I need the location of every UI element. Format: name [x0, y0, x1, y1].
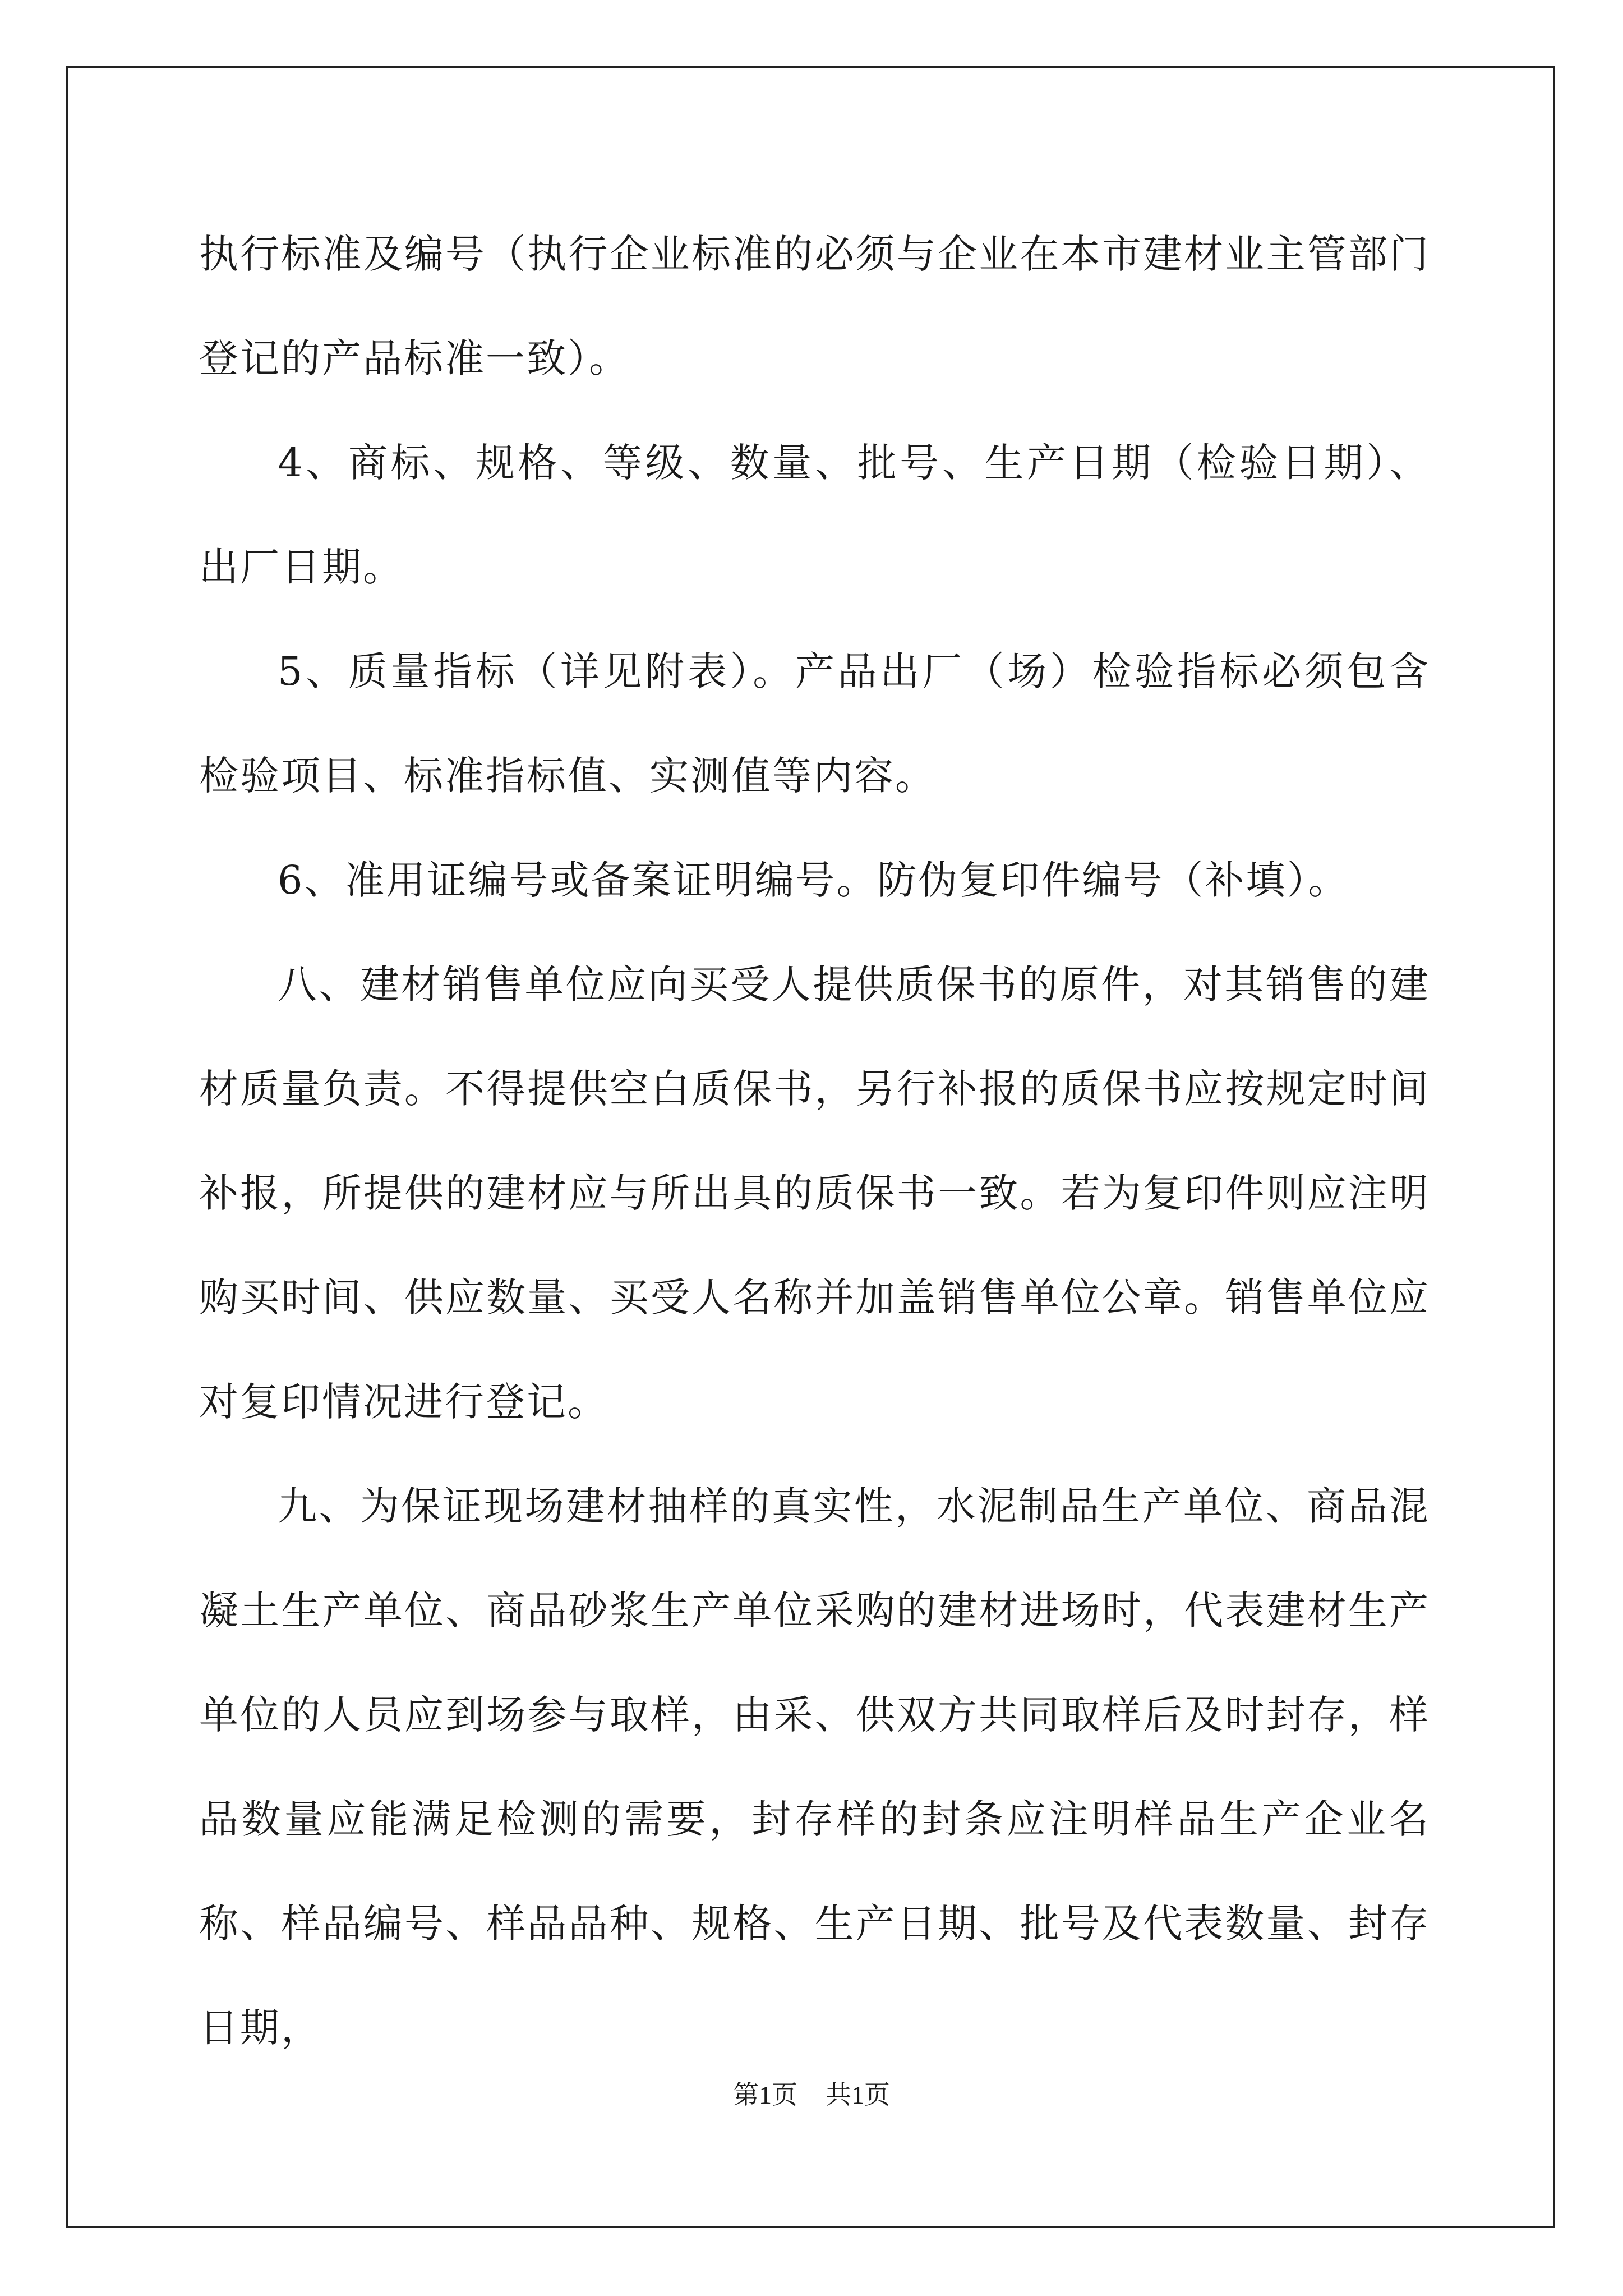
- paragraph: 5、质量指标（详见附表）。产品出厂（场）检验指标必须包含检验项目、标准指标值、实测值等内容。: [199, 648, 1430, 799]
- paragraph: 八、建材销售单位应向买受人提供质保书的原件，对其销售的建材质量负责。不得提供空白质保书，另行补报的质保书应按规定时间补报，所提供的建材应与所出具的质保书一致。若为复印件则应注明购买时间、供应数量、买受人名称并加盖销售单位公章。销售单位应对复印情况进行登记。: [199, 961, 1430, 1425]
- page-number: 第1页: [733, 2081, 797, 2109]
- paragraph: 4、商标、规格、等级、数量、批号、生产日期（检验日期）、出厂日期。: [199, 440, 1430, 590]
- paragraph: 九、为保证现场建材抽样的真实性，水泥制品生产单位、商品混凝土生产单位、商品砂浆生产单位采购的建材进场时，代表建材生产单位的人员应到场参与取样，由采、供双方共同取样后及时封存，样品数量应能满足检测的需要，封存样的封条应注明样品生产企业名称、样品编号、样品品种、规格、生产日期、批号及代表数量、封存日期，: [199, 1483, 1430, 2051]
- page-footer: [0, 2078, 1623, 2112]
- paragraph: 6、准用证编号或备案证明编号。防伪复印件编号（补填）。: [278, 857, 1349, 903]
- page-total: 共1页: [826, 2081, 890, 2109]
- document-body: [199, 202, 1430, 2080]
- paragraph: 执行标准及编号（执行企业标准的必须与企业在本市建材业主管部门登记的产品标准一致）。: [199, 231, 1430, 381]
